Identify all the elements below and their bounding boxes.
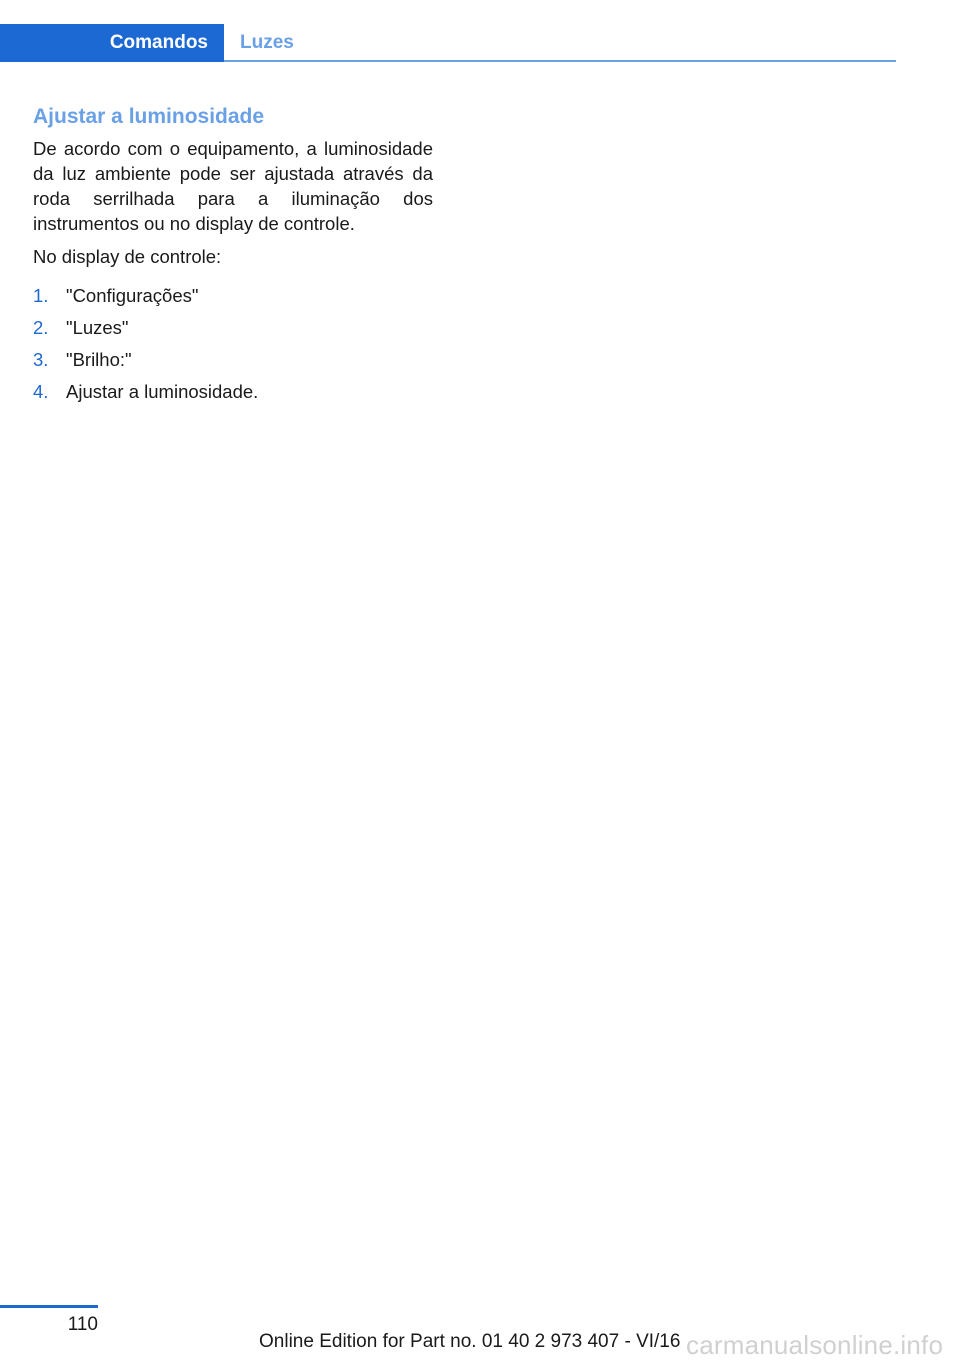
list-item <box>33 379 433 404</box>
step-text: "Brilho:" <box>66 349 132 370</box>
watermark: carmanualsonline.info <box>686 1330 944 1360</box>
tab-luzes[interactable] <box>240 24 294 62</box>
paragraph-intro: De acordo com o equipamento, a luminosidade da luz ambiente pode ser ajustada através da roda serrilhada para a iluminação dos instrumentos ou no display de controle. <box>33 138 433 234</box>
page-number: 110 <box>67 1314 98 1335</box>
step-number: 3. <box>33 349 49 370</box>
main-content <box>33 102 433 411</box>
list-item <box>33 347 433 372</box>
header-divider <box>224 60 896 62</box>
tab-comandos[interactable] <box>0 24 224 62</box>
step-text: "Configurações" <box>66 285 199 306</box>
step-number: 2. <box>33 317 49 338</box>
step-number: 1. <box>33 285 49 306</box>
step-number: 4. <box>33 381 49 402</box>
list-item <box>33 315 433 340</box>
steps-list <box>33 283 433 404</box>
footer-divider <box>0 1305 98 1308</box>
step-text: Ajustar a luminosidade. <box>66 381 259 402</box>
page-header <box>0 24 896 62</box>
edition-text: Online Edition for Part no. 01 40 2 973 407 - VI/16 <box>259 1331 681 1352</box>
paragraph-display: No display de controle: <box>33 246 222 267</box>
tab-luzes-label: Luzes <box>240 32 294 53</box>
list-item <box>33 283 433 308</box>
step-text: "Luzes" <box>66 317 129 338</box>
section-title: Ajustar a luminosidade <box>33 105 265 128</box>
tab-comandos-label: Comandos <box>109 32 208 53</box>
